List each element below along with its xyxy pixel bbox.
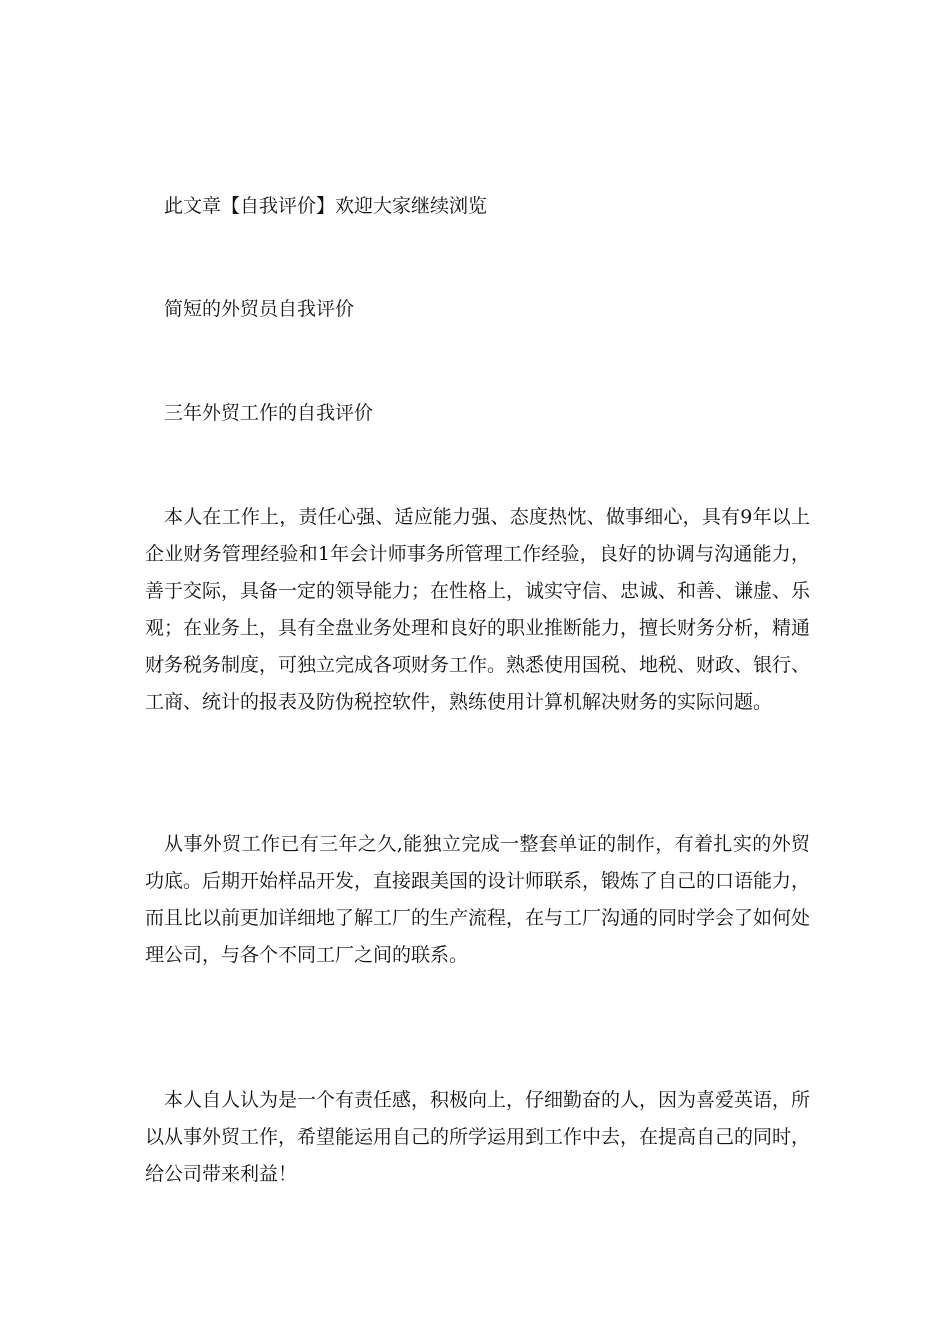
paragraph-1: 本人在工作上，责任心强、适应能力强、态度热忱、做事细心，具有9年以上企业财务管理经验和1年会计师事务所管理工作经验，良好的协调与沟通能力，善于交际，具备一定的领导能力；在性格上，诚实守信、忠诚、和善、谦虚、乐观；在业务上，具有全盘业务处理和良好的职业推断能力，擅长财务分析，精通财务税务制度，可独立完成各项财务工作。熟悉使用国税、地税、财政、银行、工商、统计的报表及防伪税控软件，熟练使用计算机解决财务的实际问题。 bbox=[145, 506, 811, 713]
section-title: 三年外贸工作的自我评价 bbox=[164, 402, 374, 424]
paragraph-2: 从事外贸工作已有三年之久,能独立完成一整套单证的制作，有着扎实的外贸功底。后期开始样品开发，直接跟美国的设计师联系，锻炼了自己的口语能力，而且比以前更加详细地了解工厂的生产流程，在与工厂沟通的同时学会了如何处理公司，与各个不同工厂之间的联系。 bbox=[145, 833, 811, 966]
paragraph-3: 本人自人认为是一个有责任感，积极向上，仔细勤奋的人，因为喜爱英语，所以从事外贸工作，希望能运用自己的所学运用到工作中去，在提高自己的同时，给公司带来利益！ bbox=[145, 1089, 811, 1185]
document-title: 简短的外贸员自我评价 bbox=[164, 298, 355, 320]
intro-line: 此文章【自我评价】欢迎大家继续浏览 bbox=[164, 195, 488, 217]
